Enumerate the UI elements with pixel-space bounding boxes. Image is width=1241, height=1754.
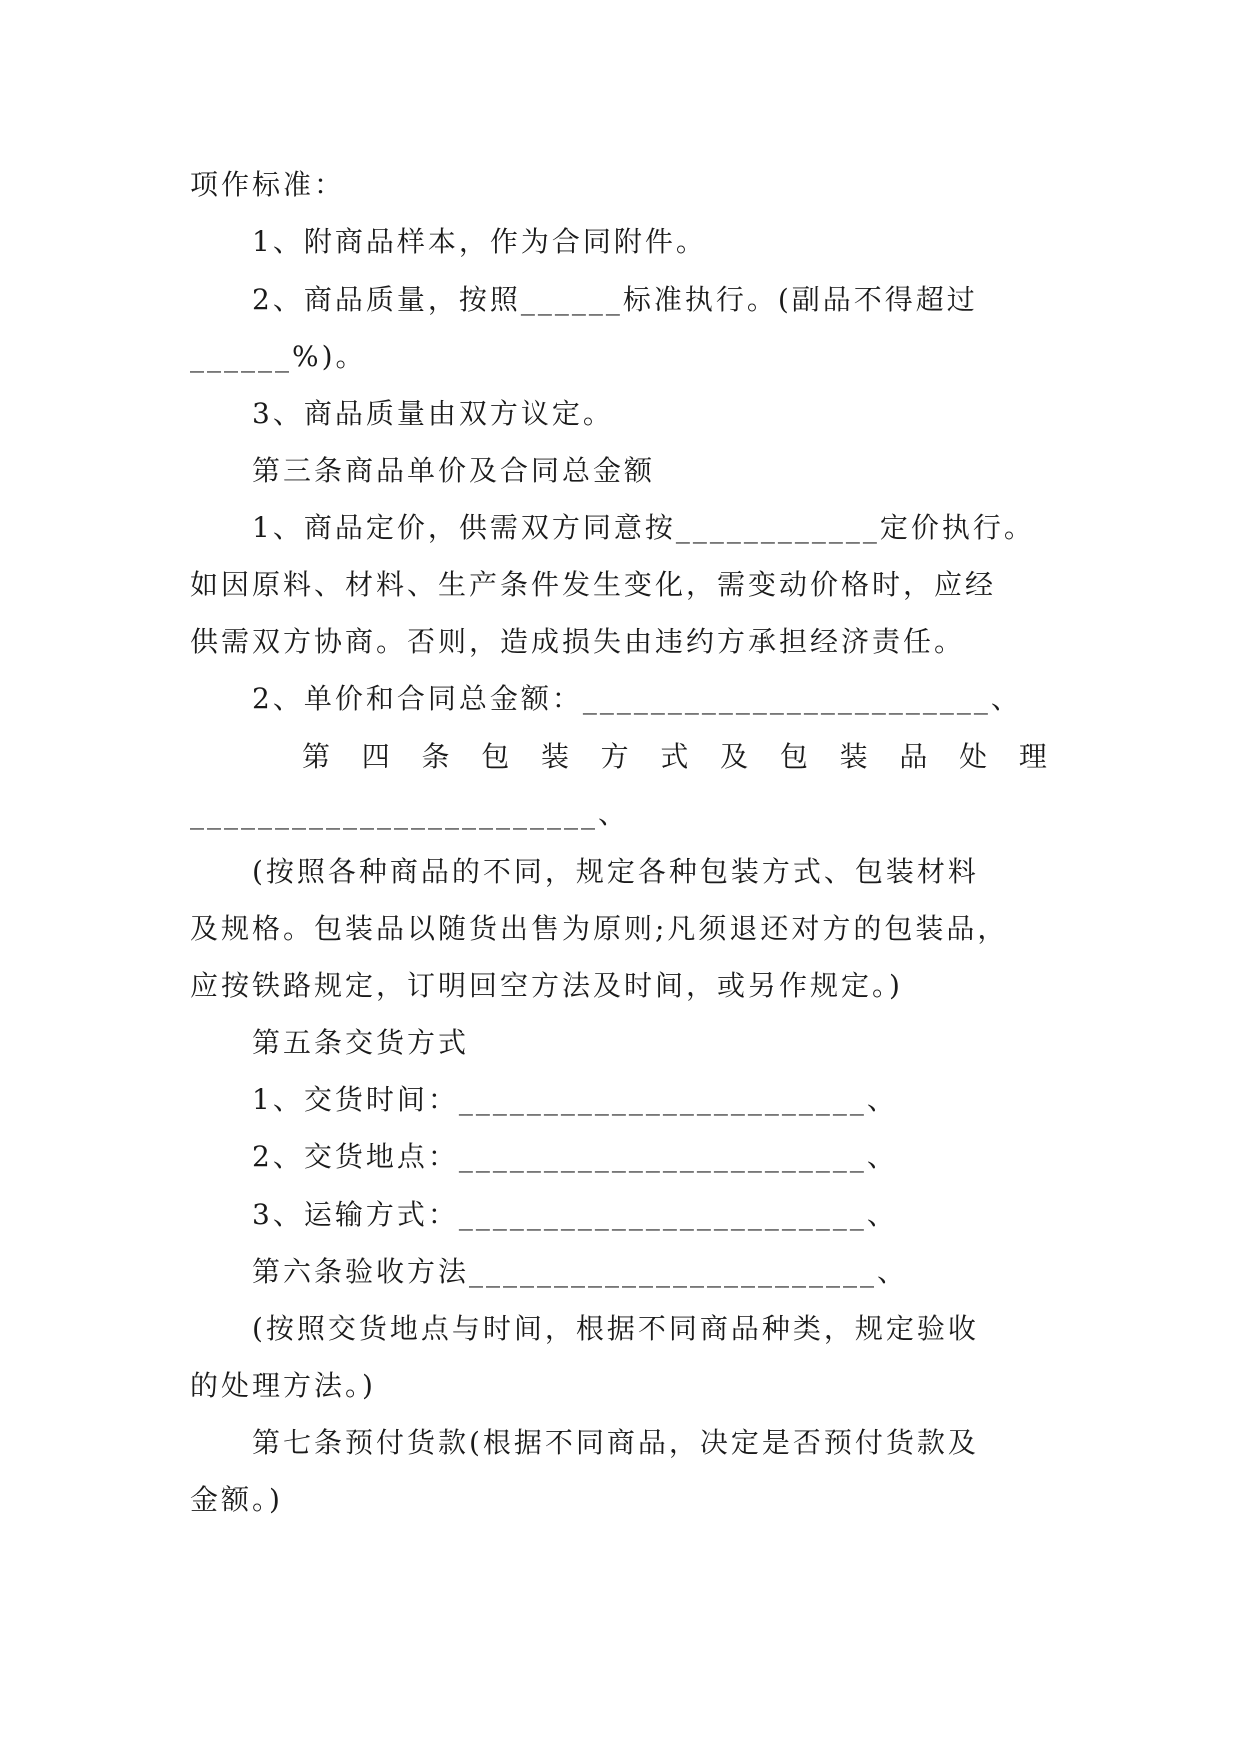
- clause-sample-attachment: 1、附商品样本，作为合同附件。: [252, 225, 707, 258]
- clause-pricing-cont-1: 如因原料、材料、生产条件发生变化，需变动价格时，应经: [190, 568, 997, 601]
- article-7-heading: 第七条预付货款(根据不同商品，决定是否预付货款及: [252, 1426, 979, 1459]
- clause-total-amount: 2、单价和合同总金额：________________________、: [252, 682, 1022, 715]
- article-4-heading: 第 四 条 包 装 方 式 及 包 装 品 处 理: [302, 740, 1047, 773]
- article-7-cont: 金额。): [190, 1483, 283, 1516]
- clause-quality-standard-cont: ______%)。: [190, 340, 367, 373]
- article-6-heading: 第六条验收方法________________________、: [252, 1255, 909, 1288]
- clause-quality-agreed: 3、商品质量由双方议定。: [252, 397, 614, 430]
- packaging-note-2: 及规格。包装品以随货出售为原则;凡须退还对方的包装品，: [190, 912, 1009, 945]
- article-3-heading: 第三条商品单价及合同总金额: [252, 454, 656, 487]
- inspection-note-1: (按照交货地点与时间，根据不同商品种类，规定验收: [252, 1312, 979, 1345]
- clause-delivery-place: 2、交货地点：________________________、: [252, 1140, 898, 1173]
- article-5-heading: 第五条交货方式: [252, 1026, 470, 1059]
- inspection-note-2: 的处理方法。): [190, 1369, 376, 1402]
- article-4-blank: ________________________、: [190, 797, 630, 830]
- packaging-note-1: (按照各种商品的不同，规定各种包装方式、包装材料: [252, 855, 979, 888]
- clause-pricing-cont-2: 供需双方协商。否则，造成损失由违约方承担经济责任。: [190, 625, 966, 658]
- line-item-standards: 项作标准：: [190, 168, 346, 201]
- clause-transport-method: 3、运输方式：________________________、: [252, 1198, 898, 1231]
- clause-quality-standard: 2、商品质量，按照______标准执行。(副品不得超过: [252, 283, 978, 316]
- clause-delivery-time: 1、交货时间：________________________、: [252, 1083, 898, 1116]
- clause-pricing: 1、商品定价，供需双方同意按____________定价执行。: [252, 511, 1035, 544]
- packaging-note-3: 应按铁路规定，订明回空方法及时间，或另作规定。): [190, 969, 903, 1002]
